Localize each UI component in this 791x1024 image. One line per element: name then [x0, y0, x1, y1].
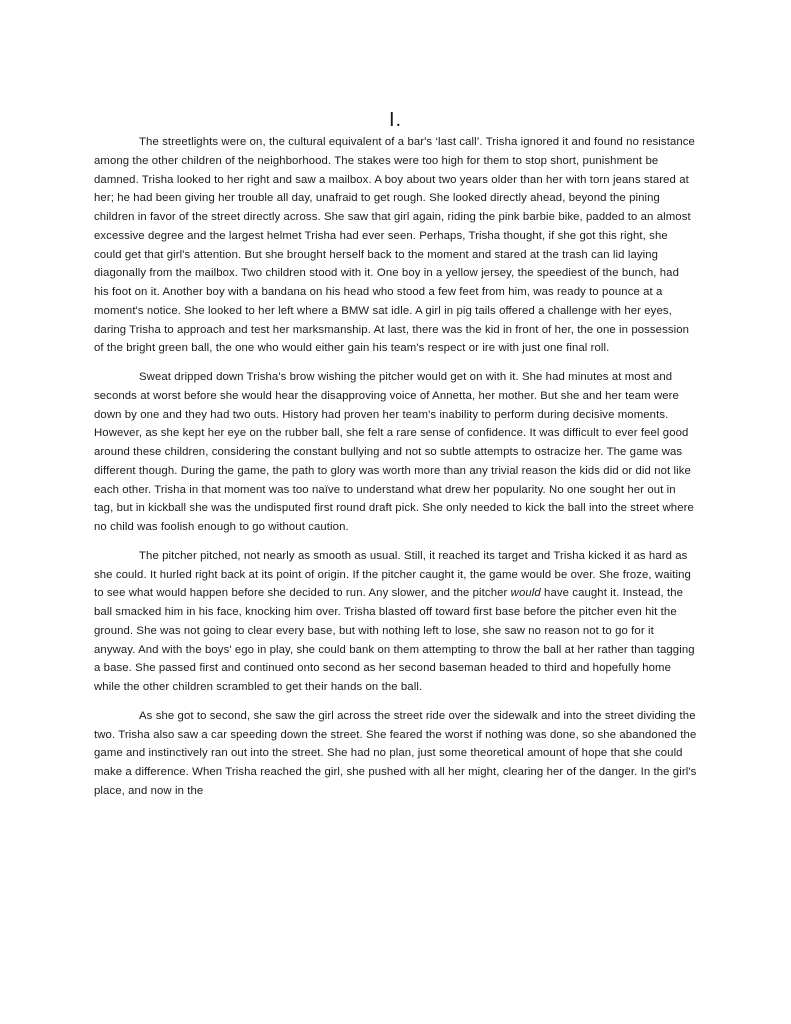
- paragraph-3-emphasis: would: [510, 587, 541, 600]
- paragraph-2: Sweat dripped down Trisha's brow wishing the pitcher would get on with it. She had minutes at most and seconds at worst before she would hear the disapproving voice of Annetta, her mother. But she and her team were down by one and they had two outs. History had proven her team's inability to perform during decisive moments. However, as she kept her eye on the rubber ball, she felt a rare sense of confidence. It was difficult to ever feel good around these children, considering the constant bullying and not so subtle attempts to ostracize her. The game was different though. During the game, the path to glory was worth more than any trivial reason the kids did or did not like each other. Trisha in that moment was too naïve to understand what drew her popularity. No one sought her out in tag, but in kickball she was the undisputed first round draft pick. She only needed to kick the ball into the street where no child was foolish enough to go without caution.: [94, 371, 694, 533]
- chapter-title: I.: [388, 109, 403, 132]
- paragraph-4: As she got to second, she saw the girl across the street ride over the sidewalk and into the street dividing the two. Trisha also saw a car speeding down the street. She feared the worst if nothing was done, so she abandoned the game and instinctively ran out into the street. She had no plan, just some theoretical amount of hope that she could make a difference. When Trisha reached the girl, she pushed with all her might, clearing her of the danger. In the girl's place, and now in the: [94, 709, 697, 797]
- paragraph-1: The streetlights were on, the cultural equivalent of a bar's ‘last call’. Trisha ignored it and found no resistance among the other children of the neighborhood. The stakes were too high for them to stop short, punishment be damned. Trisha looked to her right and saw a mailbox. A boy about two years older than her with torn jeans stared at her; he had been giving her trouble all day, unafraid to get rough. She looked directly ahead, beyond the pining children in favor of the street directly across. She saw that girl again, riding the pink barbie bike, padded to an almost excessive degree and the largest helmet Trisha had ever seen. Perhaps, Trisha thought, if she got this right, she could get that girl's attention. But she brought herself back to the moment and stared at the trash can lid laying diagonally from the mailbox. Two children stood with it. One boy in a yellow jersey, the speediest of the bunch, had his foot on it. Another boy with a bandana on his head who stood a few feet from him, was ready to pounce at a moment's notice. She looked to her left where a BMW sat idle. A girl in pig tails offered a challenge with her eyes, daring Trisha to approach and test her marksmanship. At last, there was the kid in front of her, the one in possession of the bright green ball, the one who would either gain his team's respect or ire with just one final roll.: [94, 136, 695, 355]
- paragraph-3-text-after: have caught it. Instead, the ball smacked him in his face, knocking him over. Trisha blasted off toward first base before the pitcher even hit the ground. She was not going to clear every base, but with nothing left to lose, she saw no reason not to go for it anyway. And with the boys' ego in play, she could bank on them attempting to throw the ball at her rather than tagging a base. She passed first and continued onto second as her second baseman headed to third and hopefully home while the other children scrambled to get their hands on the ball.: [94, 587, 695, 693]
- paragraph-3-text-before: The pitcher pitched, not nearly as smooth as usual. Still, it reached its target and Trisha kicked it as hard as she could. It hurled right back at its point of origin. If the pitcher caught it, the game would be over. She froze, waiting to see what would happen before she decided to run. Any slower, and the pitcher: [94, 549, 691, 600]
- paragraph-3: [94, 547, 697, 697]
- document-body: [94, 133, 697, 811]
